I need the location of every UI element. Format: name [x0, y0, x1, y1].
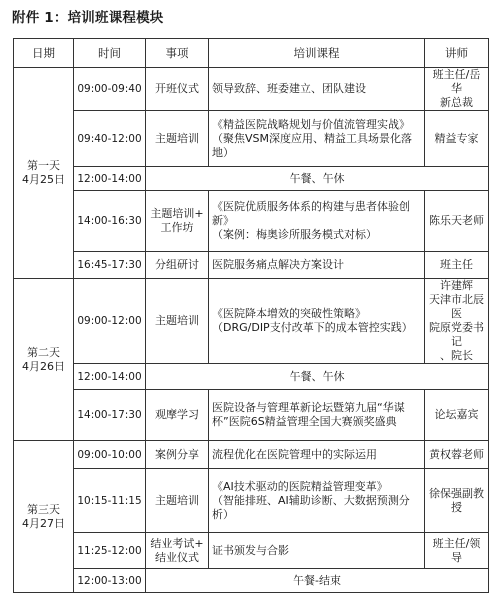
- table-row: [14, 569, 489, 593]
- time-cell: 14:00-17:30: [74, 390, 146, 441]
- item-text: 主题培训+: [150, 207, 204, 220]
- time-cell: 12:00-13:00: [74, 569, 146, 593]
- teacher-cell: [425, 191, 489, 252]
- header-teacher: 讲师: [425, 39, 489, 68]
- table-row: [14, 390, 489, 441]
- table-row: [14, 469, 489, 533]
- time-cell: 09:40-12:00: [74, 111, 146, 167]
- teacher-text: 论坛嘉宾: [434, 408, 479, 421]
- course-cell: [209, 279, 425, 364]
- teacher-cell: [425, 533, 489, 569]
- item-text: 主题培训: [155, 493, 199, 507]
- item-cell: [146, 279, 209, 364]
- course-text: （DRG/DIP支付改革下的成本管控实践）: [212, 321, 413, 334]
- course-text: 新》: [212, 214, 234, 227]
- item-text: 观摩学习: [155, 408, 199, 421]
- day-label: 第二天: [27, 345, 60, 359]
- table-row: [14, 279, 489, 364]
- course-text: 流程优化在医院管理中的实际运用: [212, 447, 377, 461]
- item-cell: [146, 469, 209, 533]
- day-date: 4月27日: [22, 516, 65, 530]
- teacher-cell: [425, 441, 489, 469]
- time-cell: 10:15-11:15: [74, 469, 146, 533]
- item-cell: [146, 252, 209, 279]
- teacher-text: 院原党委书记: [429, 321, 484, 348]
- teacher-text: 天津市北辰医: [429, 293, 484, 320]
- course-text: 杯”医院6S精益管理全国大赛颁奖盛典: [212, 415, 397, 428]
- table-row: [14, 111, 489, 167]
- item-text: 结业仪式: [155, 550, 199, 564]
- teacher-cell: [425, 68, 489, 111]
- table-row: [14, 364, 489, 390]
- course-text: 《医院优质服务体系的构建与患者体验创: [212, 200, 410, 213]
- table-row: [14, 252, 489, 279]
- time-cell: 14:00-16:30: [74, 191, 146, 252]
- item-text: 开班仪式: [155, 82, 199, 95]
- teacher-text: 徐保强副教授: [429, 486, 484, 514]
- course-cell: [209, 469, 425, 533]
- item-cell: [146, 441, 209, 469]
- course-text: （智能排班、AI辅助诊断、大数据预测分: [212, 493, 410, 507]
- course-text: 《医院降本增效的突破性策略》: [212, 307, 366, 320]
- time-cell: 09:00-09:40: [74, 68, 146, 111]
- lunch-cell: 午餐、午休: [146, 167, 489, 191]
- header-course: 培训课程: [209, 39, 425, 68]
- teacher-text: 班主任/岳华: [432, 68, 481, 95]
- course-cell: [209, 390, 425, 441]
- course-text: 地）: [212, 145, 234, 159]
- header-row: [14, 39, 489, 68]
- item-cell: [146, 111, 209, 167]
- item-cell: [146, 68, 209, 111]
- time-cell: 09:00-12:00: [74, 279, 146, 364]
- header-date: 日期: [14, 39, 74, 68]
- course-cell: [209, 68, 425, 111]
- day-date: 4月26日: [22, 359, 65, 373]
- header-item: 事项: [146, 39, 209, 68]
- course-cell: [209, 191, 425, 252]
- teacher-cell: [425, 279, 489, 364]
- time-cell: 12:00-14:00: [74, 364, 146, 390]
- course-text: 《AI技术驱动的医院精益管理变革》: [212, 479, 388, 493]
- course-text: （聚焦VSM深度应用、精益工具场景化落: [212, 131, 412, 145]
- course-cell: [209, 111, 425, 167]
- course-text: 析）: [212, 507, 234, 521]
- table-row: [14, 167, 489, 191]
- teacher-text: 黄权蓉老师: [429, 447, 484, 461]
- teacher-text: 精益专家: [434, 131, 479, 145]
- course-text: 证书颁发与合影: [212, 543, 289, 557]
- teacher-text: 许建辉: [440, 279, 473, 292]
- day-cell: [14, 441, 74, 593]
- table-row: [14, 191, 489, 252]
- item-text: 主题培训: [155, 131, 199, 145]
- day-label: 第三天: [27, 502, 60, 516]
- course-cell: [209, 533, 425, 569]
- course-cell: [209, 252, 425, 279]
- lunch-cell: 午餐、午休: [146, 364, 489, 390]
- item-cell: [146, 191, 209, 252]
- time-cell: 09:00-10:00: [74, 441, 146, 469]
- item-text: 结业考试+: [150, 536, 204, 550]
- teacher-text: 新总裁: [440, 96, 473, 109]
- time-cell: 11:25-12:00: [74, 533, 146, 569]
- header-time: 时间: [74, 39, 146, 68]
- item-text: 案例分享: [155, 447, 199, 461]
- course-text: 《精益医院战略规划与价值流管理实战》: [212, 117, 410, 131]
- table-row: [14, 441, 489, 469]
- course-text: 领导致辞、班委建立、团队建设: [212, 82, 366, 95]
- teacher-cell: [425, 111, 489, 167]
- course-text: 医院服务痛点解决方案设计: [212, 258, 344, 271]
- item-cell: [146, 533, 209, 569]
- teacher-cell: [425, 469, 489, 533]
- item-text: 工作坊: [160, 221, 194, 234]
- teacher-text: 班主任/领导: [432, 536, 481, 564]
- teacher-cell: [425, 252, 489, 279]
- schedule-table: [13, 38, 489, 593]
- day-label: 第一天: [27, 159, 60, 172]
- lunch-cell: 午餐-结束: [146, 569, 489, 593]
- day-cell: [14, 279, 74, 441]
- time-cell: 12:00-14:00: [74, 167, 146, 191]
- page-title: 附件 1：培训班课程模块: [12, 10, 164, 26]
- teacher-text: 班主任: [440, 258, 473, 271]
- teacher-text: 陈乐天老师: [429, 214, 484, 227]
- course-cell: [209, 441, 425, 469]
- course-text: （案例：梅奥诊所服务模式对标）: [212, 228, 377, 241]
- item-text: 主题培训: [155, 314, 199, 327]
- day-cell: [14, 68, 74, 279]
- time-cell: 16:45-17:30: [74, 252, 146, 279]
- teacher-cell: [425, 390, 489, 441]
- course-text: 医院设备与管理革新论坛暨第九届“华谋: [212, 401, 405, 414]
- table-row: [14, 533, 489, 569]
- table-row: [14, 68, 489, 111]
- item-text: 分组研讨: [155, 258, 199, 271]
- item-cell: [146, 390, 209, 441]
- day-date: 4月25日: [22, 173, 65, 186]
- teacher-text: 、院长: [440, 349, 473, 362]
